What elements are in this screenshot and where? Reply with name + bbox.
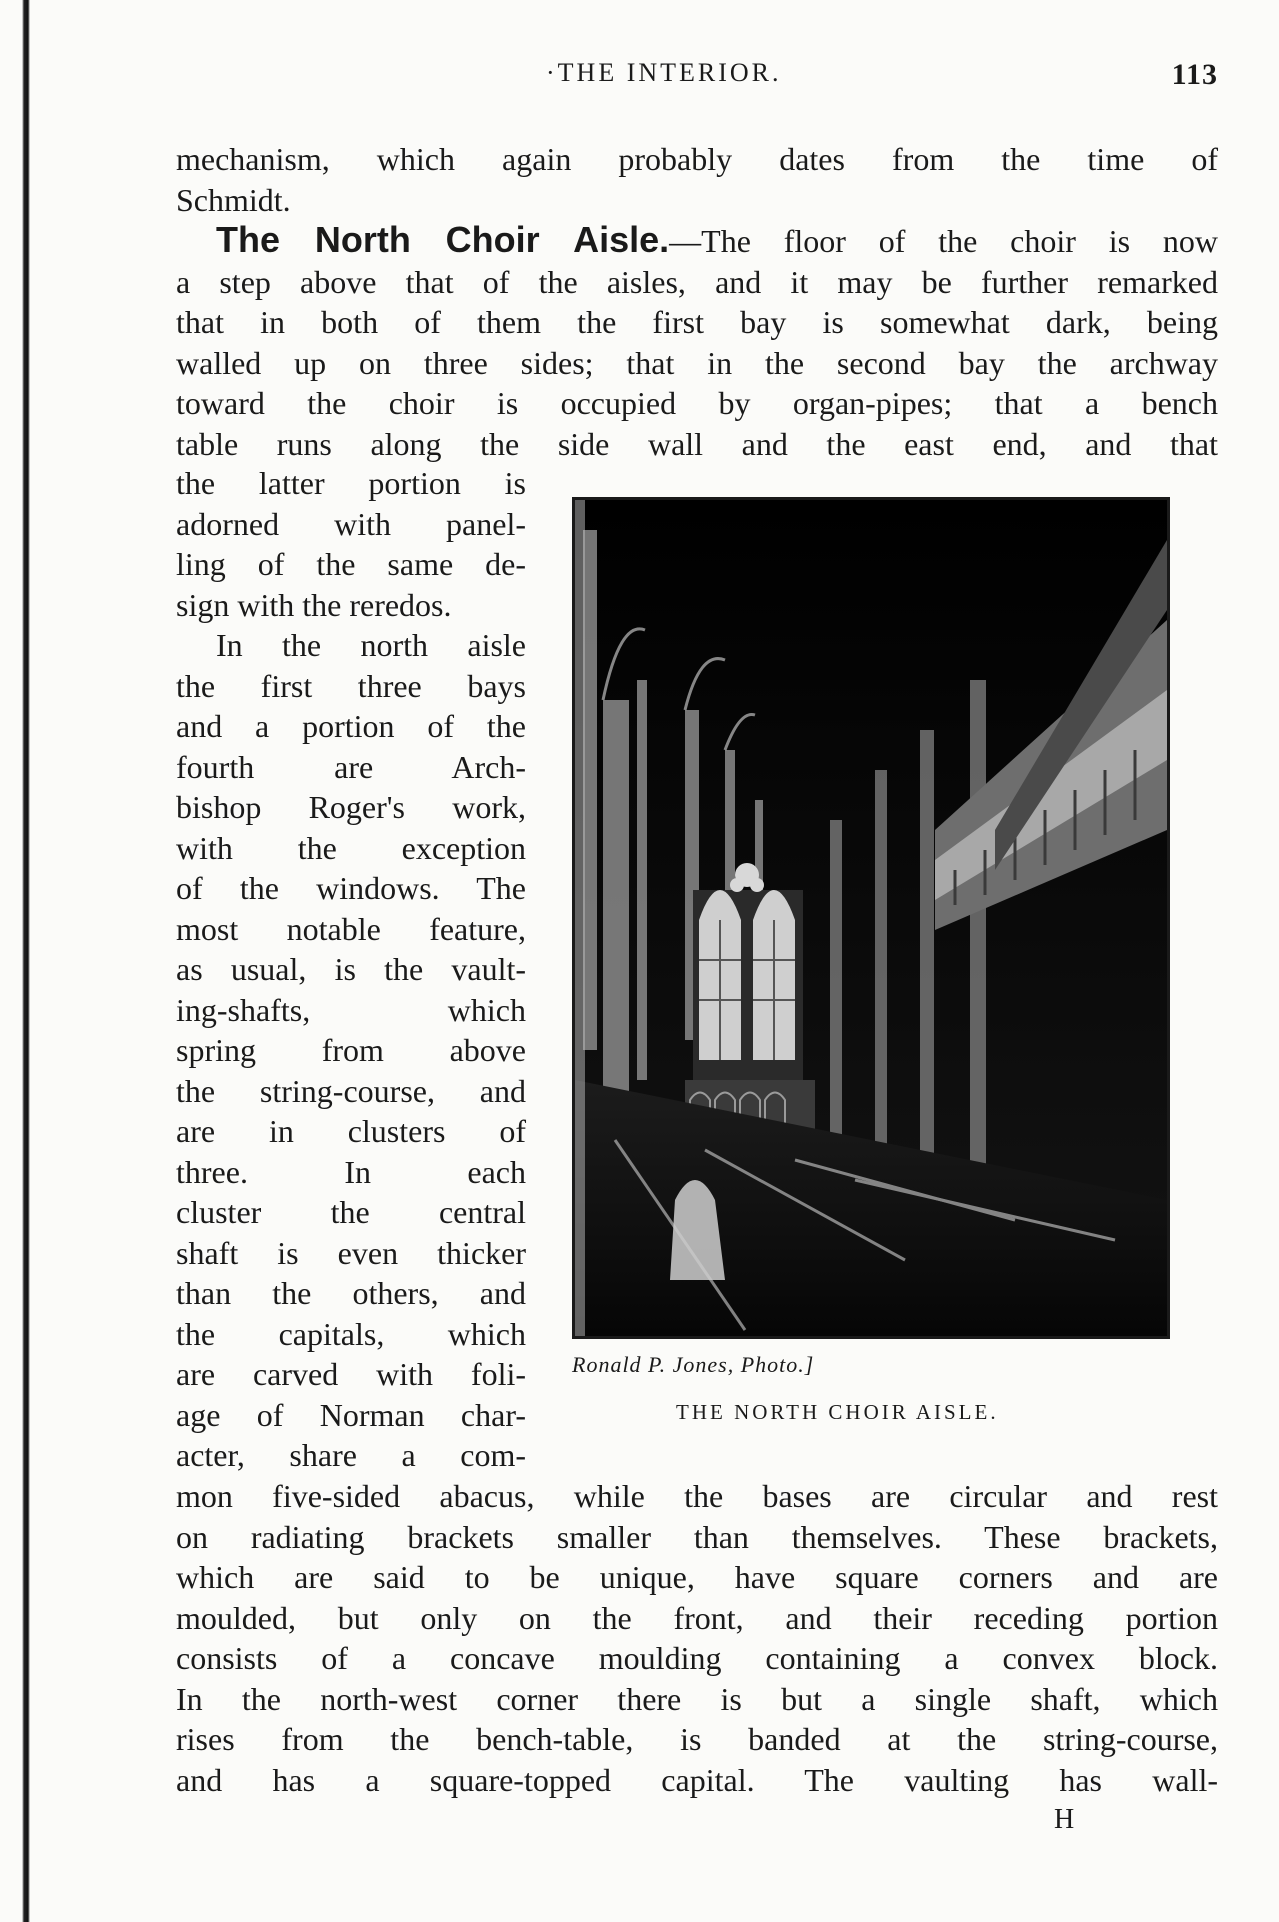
text-line: and a portion of the bbox=[176, 708, 526, 744]
section-heading: The North Choir Aisle. bbox=[216, 219, 670, 260]
text-line: adorned with panel- bbox=[176, 505, 526, 542]
text-line: on radiating brackets smaller than themselves. These brackets, bbox=[176, 1518, 1218, 1555]
text-line: and has a square-topped capital. The vaulting has wall- bbox=[176, 1761, 1218, 1798]
text-line: which are said to be unique, have square corners and are bbox=[176, 1559, 1218, 1595]
text-line: moulded, but only on the front, and their receding portion bbox=[176, 1599, 1218, 1636]
text-line: as usual, is the vault- bbox=[176, 951, 526, 987]
choir-aisle-illustration bbox=[575, 500, 1167, 1336]
page-header bbox=[178, 58, 1218, 98]
text-line: with the exception bbox=[176, 829, 526, 866]
text-line: are carved with foli- bbox=[176, 1356, 526, 1392]
text-line: sign with the reredos. bbox=[176, 586, 452, 623]
text-line: three. In each bbox=[176, 1153, 526, 1190]
text-line: ling of the same de- bbox=[176, 546, 526, 582]
text-line: Schmidt. bbox=[176, 181, 291, 218]
text-line: In the north-west corner there is but a single shaft, which bbox=[176, 1680, 1218, 1717]
page-number: 113 bbox=[1171, 58, 1218, 91]
photo-credit: Ronald P. Jones, Photo.] bbox=[572, 1352, 815, 1377]
text-line: most notable feature, bbox=[176, 910, 526, 947]
text-line: the capitals, which bbox=[176, 1315, 526, 1352]
heading-continuation: —The floor of the choir is now bbox=[669, 223, 1218, 259]
text-line: spring from above bbox=[176, 1032, 526, 1068]
text-line: bishop Roger's work, bbox=[176, 789, 526, 825]
text-line: mechanism, which again probably dates from the time of bbox=[176, 141, 1218, 177]
text-line: a step above that of the aisles, and it may be further remarked bbox=[176, 263, 1218, 300]
text-line: are in clusters of bbox=[176, 1113, 526, 1149]
text-line: cluster the central bbox=[176, 1194, 526, 1230]
text-line: shaft is even thicker bbox=[176, 1234, 526, 1271]
text-line: that in both of them the first bay is somewhat dark, being bbox=[176, 304, 1218, 340]
text-line: acter, share a com- bbox=[176, 1437, 526, 1473]
text-line: the first three bays bbox=[176, 667, 526, 704]
page-spine-edge bbox=[0, 0, 30, 1922]
paragraph-top bbox=[176, 139, 1218, 220]
text-line: age of Norman char- bbox=[176, 1396, 526, 1433]
paragraph-north-choir-aisle bbox=[176, 220, 1218, 464]
signature-mark: H bbox=[1054, 1804, 1075, 1835]
text-line: ing-shafts, which bbox=[176, 991, 526, 1028]
text-line: the string-course, and bbox=[176, 1072, 526, 1109]
narrow-column bbox=[176, 463, 526, 1476]
text-line: mon five-sided abacus, while the bases are circular and rest bbox=[176, 1478, 1218, 1514]
choir-aisle-photograph bbox=[572, 497, 1170, 1339]
text-line: toward the choir is occupied by organ-pipes; that a bench bbox=[176, 385, 1218, 421]
figure-caption: THE NORTH CHOIR AISLE. bbox=[676, 1400, 999, 1424]
text-line: the latter portion is bbox=[176, 465, 526, 501]
running-title: ·THE INTERIOR. bbox=[546, 58, 782, 87]
text-line: rises from the bench-table, is banded at the string-course, bbox=[176, 1721, 1218, 1757]
paragraph-bottom bbox=[176, 1476, 1218, 1800]
text-line: In the north aisle bbox=[216, 627, 526, 663]
text-line: of the windows. The bbox=[176, 870, 526, 906]
text-line: fourth are Arch- bbox=[176, 748, 526, 785]
text-line: table runs along the side wall and the east end, and that bbox=[176, 425, 1218, 462]
text-line: walled up on three sides; that in the second bay the archway bbox=[176, 344, 1218, 381]
heading-line bbox=[176, 220, 1218, 262]
text-line: than the others, and bbox=[176, 1275, 526, 1311]
text-line: consists of a concave moulding containing a convex block. bbox=[176, 1640, 1218, 1676]
